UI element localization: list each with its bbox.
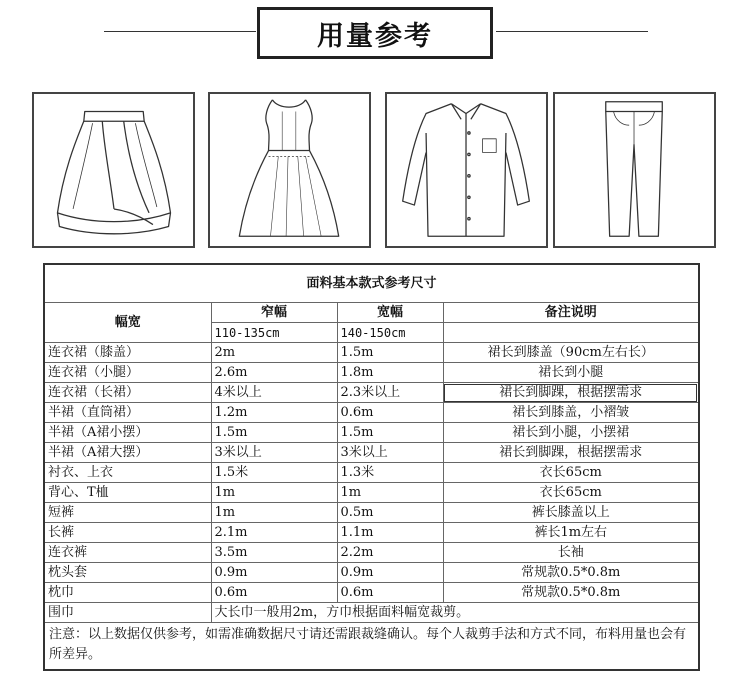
table-row xyxy=(45,383,698,403)
table-row xyxy=(45,503,698,523)
row-wide: 1.1m xyxy=(337,523,443,543)
row-wide: 3米以上 xyxy=(337,443,443,463)
notes-blank xyxy=(443,323,698,343)
row-note: 衣长65cm xyxy=(443,463,698,483)
title-rule-right xyxy=(496,31,648,32)
row-narrow: 0.6m xyxy=(211,583,337,603)
wide-range: 140-150cm xyxy=(337,323,443,343)
row-wide: 0.9m xyxy=(337,563,443,583)
row-wide: 1.8m xyxy=(337,363,443,383)
row-wide: 2.2m xyxy=(337,543,443,563)
scarf-note: 大长巾一般用2m，方巾根据面料幅宽裁剪。 xyxy=(211,603,698,623)
table-row xyxy=(45,343,698,363)
row-wide: 1.3米 xyxy=(337,463,443,483)
row-item: 长裤 xyxy=(45,523,211,543)
row-wide: 0.6m xyxy=(337,403,443,423)
row-note: 裙长到小腿 xyxy=(443,363,698,383)
row-narrow: 2.1m xyxy=(211,523,337,543)
row-wide: 1m xyxy=(337,483,443,503)
shirt-icon xyxy=(387,94,546,246)
fabric-usage-table xyxy=(43,263,700,671)
row-note: 裤长膝盖以上 xyxy=(443,503,698,523)
table-row xyxy=(45,423,698,443)
table-row xyxy=(45,523,698,543)
row-note: 裙长到膝盖，小褶皱 xyxy=(443,403,698,423)
table-row xyxy=(45,443,698,463)
row-narrow: 1.2m xyxy=(211,403,337,423)
narrow-header: 窄幅 xyxy=(211,303,337,323)
row-item: 半裙（A裙小摆） xyxy=(45,423,211,443)
table-row xyxy=(45,363,698,383)
row-narrow: 1m xyxy=(211,503,337,523)
row-item: 连衣裙（膝盖） xyxy=(45,343,211,363)
title-rule-left xyxy=(104,31,256,32)
footer-note: 注意：以上数据仅供参考，如需准确数据尺寸请还需跟裁缝确认。每个人裁剪手法和方式不同，布料用量也会有所差异。 xyxy=(45,623,698,676)
row-note: 裙长到脚踝，根据摆需求 xyxy=(443,443,698,463)
skirt-illustration xyxy=(32,92,195,248)
narrow-range: 110-135cm xyxy=(211,323,337,343)
trousers-icon xyxy=(555,94,714,246)
table-row xyxy=(45,483,698,503)
row-narrow: 1.5米 xyxy=(211,463,337,483)
row-item: 半裙（直筒裙） xyxy=(45,403,211,423)
row-item: 半裙（A裙大摆） xyxy=(45,443,211,463)
page-title: 用量参考 xyxy=(257,7,493,59)
wide-header: 宽幅 xyxy=(337,303,443,323)
table-row xyxy=(45,463,698,483)
row-item: 连衣裤 xyxy=(45,543,211,563)
row-narrow: 0.9m xyxy=(211,563,337,583)
row-note: 常规款0.5*0.8m xyxy=(443,563,698,583)
width-header: 幅宽 xyxy=(45,303,211,343)
table-row xyxy=(45,563,698,583)
row-note: 裙长到小腿，小摆裙 xyxy=(443,423,698,443)
row-narrow: 3米以上 xyxy=(211,443,337,463)
notes-header: 备注说明 xyxy=(443,303,698,323)
table-row xyxy=(45,403,698,423)
row-wide: 0.5m xyxy=(337,503,443,523)
row-note: 裙长到膝盖（90cm左右长） xyxy=(443,343,698,363)
row-item: 枕头套 xyxy=(45,563,211,583)
scarf-item: 围巾 xyxy=(45,603,211,623)
row-wide: 1.5m xyxy=(337,423,443,443)
row-item: 连衣裙（长裙） xyxy=(45,383,211,403)
row-narrow: 1m xyxy=(211,483,337,503)
row-wide: 1.5m xyxy=(337,343,443,363)
dress-illustration xyxy=(208,92,371,248)
row-item: 枕巾 xyxy=(45,583,211,603)
table-row xyxy=(45,543,698,563)
row-narrow: 1.5m xyxy=(211,423,337,443)
row-note: 常规款0.5*0.8m xyxy=(443,583,698,603)
row-item: 短裤 xyxy=(45,503,211,523)
row-narrow: 3.5m xyxy=(211,543,337,563)
dress-icon xyxy=(210,94,369,246)
row-narrow: 2m xyxy=(211,343,337,363)
row-narrow: 4米以上 xyxy=(211,383,337,403)
row-item: 背心、T桖 xyxy=(45,483,211,503)
row-note: 裙长到脚踝，根据摆需求 xyxy=(443,383,698,403)
row-note: 裤长1m左右 xyxy=(443,523,698,543)
row-note: 长袖 xyxy=(443,543,698,563)
table-row xyxy=(45,583,698,603)
row-note: 衣长65cm xyxy=(443,483,698,503)
row-item: 连衣裙（小腿） xyxy=(45,363,211,383)
row-item: 衬衣、上衣 xyxy=(45,463,211,483)
skirt-icon xyxy=(34,94,193,246)
row-wide: 0.6m xyxy=(337,583,443,603)
row-wide: 2.3米以上 xyxy=(337,383,443,403)
row-narrow: 2.6m xyxy=(211,363,337,383)
shirt-illustration xyxy=(385,92,548,248)
trousers-illustration xyxy=(553,92,716,248)
table-caption: 面料基本款式参考尺寸 xyxy=(45,265,698,303)
